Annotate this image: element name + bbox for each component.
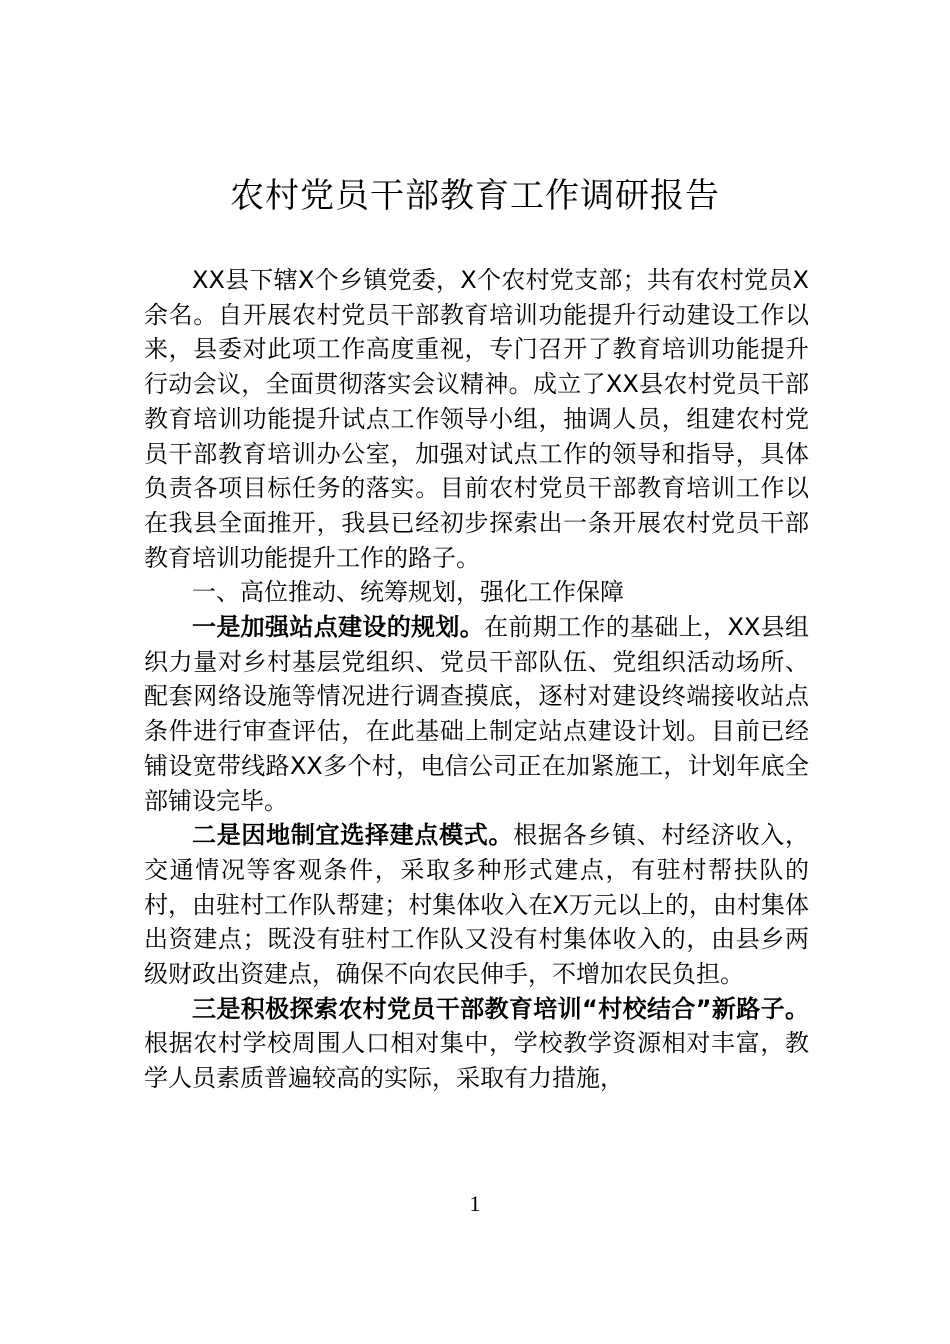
paragraph-point-1-text: 在前期工作的基础上，XX县组织力量对乡村基层党组织、党员干部队伍、党组织活动场所、配套网络设施等情况进行调查摸底，逐村对建设终端接收站点条件进行审查评估，在此基础上制定站点建设计划。目前已经铺设宽带线路XX多个村，电信公司正在加紧施工，计划年底全部铺设完毕。 [144, 613, 809, 815]
page-title: 农村党员干部教育工作调研报告 [230, 176, 720, 216]
paragraph-point-1-lead: 一是加强站点建设的规划。 [192, 613, 485, 642]
paragraph-point-3-text: 根据农村学校周围人口相对集中，学校教学资源相对丰富，教学人员素质普遍较高的实际，采取有力措施， [144, 1029, 809, 1093]
paragraph-point-3 [144, 992, 809, 1096]
paragraph-point-3-lead: 三是积极探索农村党员干部教育培训“村校结合”新路子。 [192, 994, 809, 1023]
paragraph-point-2 [144, 818, 809, 992]
page-number: 1 [469, 1191, 481, 1216]
section-heading-1 [144, 575, 809, 610]
paragraph-point-1 [144, 610, 809, 818]
paragraph-point-2-lead: 二是因地制宜选择建点模式。 [192, 821, 514, 850]
section-heading-1-text: 一、高位推动、统筹规划，强化工作保障 [192, 578, 624, 607]
paragraph-intro [144, 263, 809, 575]
paragraph-point-2-text: 根据各乡镇、村经济收入，交通情况等客观条件，采取多种形式建点，有驻村帮扶队的村，由驻村工作队帮建；村集体收入在X万元以上的，由村集体出资建点；既没有驻村工作队又没有村集体收入的，由县乡两级财政出资建点，确保不向农民伸手，不增加农民负担。 [144, 821, 810, 989]
document-body [144, 263, 809, 1096]
paragraph-intro-text: XX县下辖X个乡镇党委，X个农村党支部；共有农村党员X余名。自开展农村党员干部教育培训功能提升行动建设工作以来，县委对此项工作高度重视，专门召开了教育培训功能提升行动会议，全面贯彻落实会议精神。成立了XX县农村党员干部教育培训功能提升试点工作领导小组，抽调人员，组建农村党员干部教育培训办公室，加强对试点工作的领导和指导，具体负责各项目标任务的落实。目前农村党员干部教育培训工作以在我县全面推开，我县已经初步探索出一条开展农村党员干部教育培训功能提升工作的路子。 [144, 266, 809, 572]
